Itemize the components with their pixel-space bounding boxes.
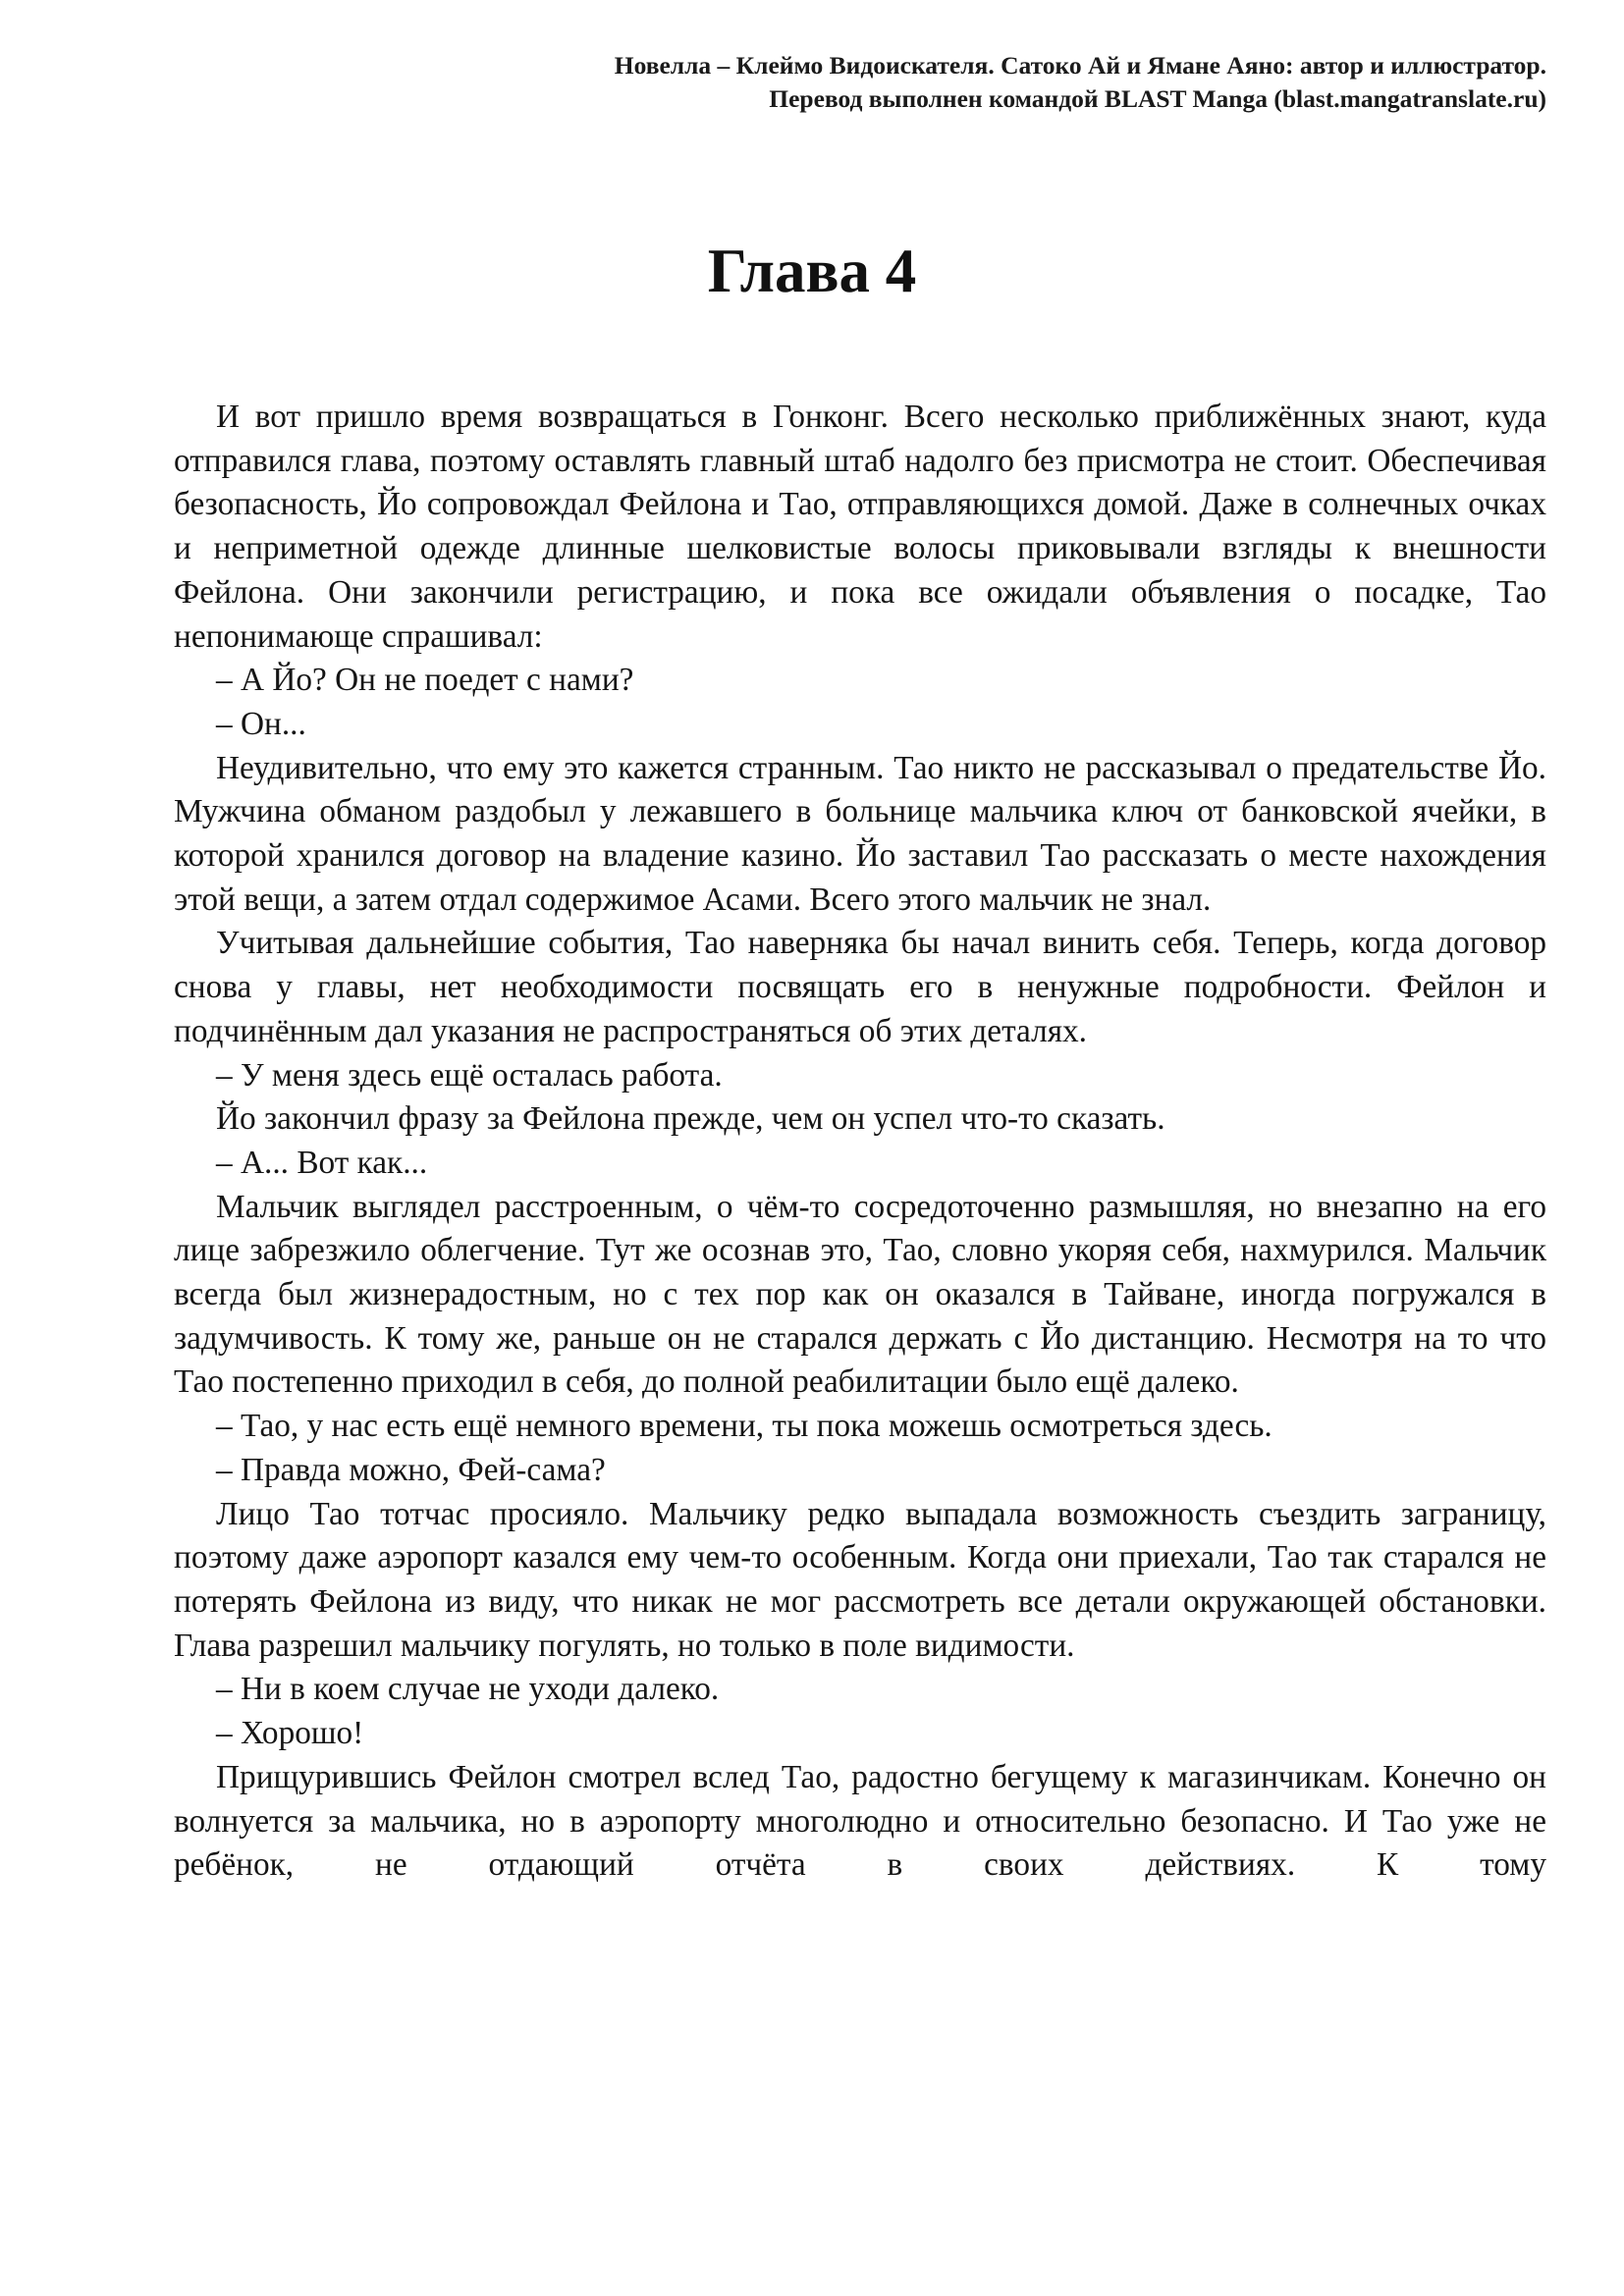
header-novel-credits: Новелла – Клеймо Видоискателя. Сатоко Ай и Ямане Аяно: автор и иллюстратор. <box>614 51 1546 80</box>
dialogue-line: – А... Вот как... <box>216 1144 428 1181</box>
dialogue-line: – Правда можно, Фей-сама? <box>216 1451 606 1488</box>
paragraph: Мальчик выглядел расстроенным, о чём-то сосредоточенно размышляя, но внезапно на его лице забрезжило облегчение. Тут же осознав это, Тао, словно укоряя себя, нахмурился. Мальчик всегда был жизнерадостным, но с тех пор как он оказался в Тайване, иногда погружался в задумчивость. К тому же, раньше он не старался держать с Йо дистанцию. Несмотря на то что Тао постепенно приходил в себя, до полной реабилитации было ещё далеко. <box>174 1188 1546 1401</box>
dialogue-line: – Ни в коем случае не уходи далеко. <box>216 1671 720 1708</box>
page-header <box>174 49 1546 116</box>
paragraph: Лицо Тао тотчас просияло. Мальчику редко выпадала возможность съездить заграницу, поэтому даже аэропорт казался ему чем-то особенным. Когда они приехали, Тао так старался не потерять Фейлона из виду, что никак не мог рассмотреть все детали окружающей обстановки. Глава разрешил мальчику погулять, но только в поле видимости. <box>174 1495 1546 1664</box>
chapter-body <box>174 396 1546 1888</box>
paragraph: И вот пришло время возвращаться в Гонконг. Всего несколько приближённых знают, куда отправился глава, поэтому оставлять главный штаб надолго без присмотра не стоит. Обеспечивая безопасность, Йо сопровождал Фейлона и Тао, отправляющихся домой. Даже в солнечных очках и неприметной одежде длинные шелковистые волосы приковывали взгляды к внешности Фейлона. Они закончили регистрацию, и пока все ожидали объявления о посадке, Тао непонимающе спрашивал: <box>174 399 1546 655</box>
paragraph: Учитывая дальнейшие события, Тао наверняка бы начал винить себя. Теперь, когда договор снова у главы, нет необходимости посвящать его в ненужные подробности. Фейлон и подчинённым дал указания не распространяться об этих деталях. <box>174 925 1546 1049</box>
paragraph: Йо закончил фразу за Фейлона прежде, чем он успел что-то сказать. <box>216 1100 1165 1138</box>
paragraph: Прищурившись Фейлон смотрел вслед Тао, радостно бегущему к магазинчикам. Конечно он волнуется за мальчика, но в аэропорту многолюдно и относительно безопасно. И Тао уже не ребёнок, не отдающий отчёта в своих действиях. К тому <box>174 1758 1546 1884</box>
paragraph: Неудивительно, что ему это кажется странным. Тао никто не рассказывал о предательстве Йо. Мужчина обманом раздобыл у лежавшего в больнице мальчика ключ от банковской ячейки, в которой хранился договор на владение казино. Йо заставил Тао рассказать о месте нахождения этой вещи, а затем отдал содержимое Асами. Всего этого мальчик не знал. <box>174 749 1546 918</box>
dialogue-line: – У меня здесь ещё осталась работа. <box>216 1056 723 1094</box>
dialogue-line: – Он... <box>216 705 306 742</box>
dialogue-line: – Хорошо! <box>216 1715 364 1752</box>
dialogue-line: – Тао, у нас есть ещё немного времени, ты пока можешь осмотреться здесь. <box>216 1408 1272 1445</box>
chapter-title: Глава 4 <box>707 237 917 305</box>
dialogue-line: – А Йо? Он не поедет с нами? <box>216 662 634 699</box>
header-translation-credits: Перевод выполнен командой BLAST Manga (blast.mangatranslate.ru) <box>769 84 1546 113</box>
